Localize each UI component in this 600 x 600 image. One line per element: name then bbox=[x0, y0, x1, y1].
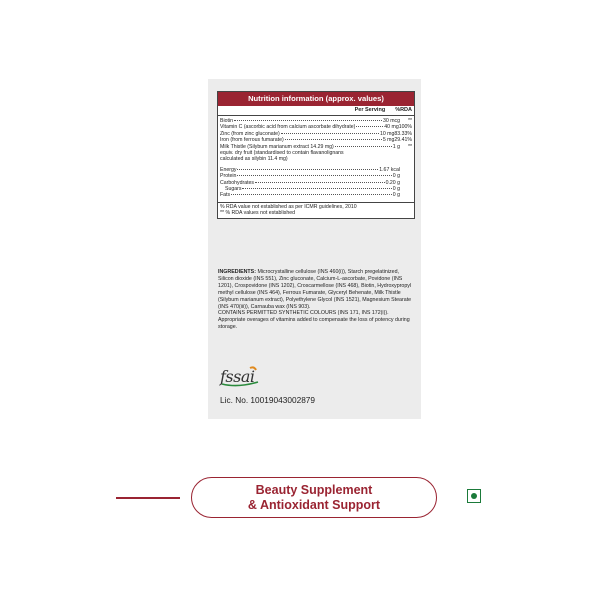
nutrient-value: 1 g bbox=[392, 143, 400, 150]
nutrient-name: Biotin bbox=[220, 118, 233, 124]
nutrient-name: Energy bbox=[220, 166, 237, 173]
nutrient-row-fats bbox=[220, 192, 412, 198]
leader-dots bbox=[231, 194, 392, 195]
tagline-line-1: Beauty Supplement bbox=[255, 482, 373, 497]
col-rda: %RDA bbox=[395, 107, 412, 113]
nutrition-rows bbox=[218, 116, 414, 202]
leader-dots bbox=[234, 120, 382, 121]
nutrient-value: 1.67 kcal bbox=[379, 166, 400, 173]
nutrient-value: 30 mcg bbox=[382, 118, 400, 124]
leader-dots bbox=[335, 146, 392, 147]
footnote-1: % RDA value not established as per ICMR guidelines, 2010 bbox=[220, 203, 357, 210]
nutrient-value: 10 mg bbox=[379, 130, 395, 137]
nutrition-footnotes bbox=[218, 202, 414, 218]
fssai-logo-icon bbox=[220, 365, 260, 387]
nutrition-table-header bbox=[218, 106, 414, 116]
leader-dots bbox=[237, 175, 391, 176]
col-per-serving: Per Serving bbox=[354, 107, 386, 113]
fssai-logo-accent bbox=[220, 365, 260, 387]
nutrient-rda: ** bbox=[407, 143, 412, 150]
leader-dots bbox=[255, 182, 385, 183]
nutrient-name: Protein bbox=[220, 173, 237, 180]
nutrient-value: 0.20 g bbox=[385, 179, 400, 186]
leader-dots bbox=[242, 188, 391, 189]
milk-thistle-note-line-1: equiv. dry fruit (standardised to contain flavanolignans bbox=[220, 150, 344, 157]
nutrient-name: Sugars bbox=[225, 186, 242, 193]
leader-dots bbox=[356, 126, 383, 127]
veg-dot bbox=[471, 493, 477, 499]
nutrient-rda: 29.41% bbox=[394, 137, 412, 144]
nutrient-rda: ** bbox=[407, 118, 412, 124]
product-label-panel bbox=[208, 79, 421, 419]
nutrient-value: 40 mg bbox=[384, 124, 399, 131]
leader-dots bbox=[281, 133, 379, 134]
nutrient-name: Carbohydrates bbox=[220, 179, 255, 186]
nutrient-value: 5 mg bbox=[382, 137, 395, 144]
nutrient-name: Zinc (from zinc gluconate) bbox=[220, 130, 280, 137]
tagline-line-2: & Antioxidant Support bbox=[247, 497, 381, 512]
nutrition-table-title: Nutrition information (approx. values) bbox=[218, 92, 414, 106]
leader-dots bbox=[285, 139, 382, 140]
milk-thistle-note-line-2: calculated as silybin 11.4 mg) bbox=[220, 156, 288, 163]
nutrition-table bbox=[217, 91, 415, 219]
nutrient-rda: 100% bbox=[398, 124, 412, 131]
nutrient-rda: 83.33% bbox=[394, 130, 412, 137]
nutrient-name: Vitamin C (ascorbic acid from calcium ascorbate dihydrate) bbox=[220, 124, 356, 131]
nutrient-value: 0 g bbox=[392, 186, 400, 193]
nutrient-name: Fats bbox=[220, 192, 231, 199]
veg-symbol-icon bbox=[467, 489, 481, 503]
footnote-2: ** % RDA values not established bbox=[220, 210, 295, 217]
license-number: Lic. No. 10019043002879 bbox=[220, 395, 316, 405]
leader-dots bbox=[237, 169, 378, 170]
nutrient-name: Milk Thistle (Silybum marianum extract 14.29 mg) bbox=[220, 143, 334, 150]
fssai-logo-text: fssai bbox=[220, 367, 255, 386]
decorative-line bbox=[116, 497, 180, 499]
ingredients-block bbox=[218, 269, 412, 331]
colours-statement: CONTAINS PERMITTED SYNTHETIC COLOURS (INS 171, INS 172(i)). bbox=[218, 310, 389, 317]
nutrient-value: 0 g bbox=[392, 173, 400, 180]
ingredients-label: INGREDIENTS: bbox=[218, 269, 256, 275]
ingredients-text: Microcrystalline cellulose (INS 460(i)), Starch pregelatinized, Silicon dioxide (INS 551), Zinc gluconate, Calcium-L-ascorbate, Povidone (INS 1201), Crospovidone (INS 1202), Croscarmellose (INS 468), Biotin, Hydroxypropyl methyl cellulose (INS 464), Ferrous Fumarate, Glyceryl Behenate, Milk Thistle (Silybum marianum extract), Polyethylene Glycol (INS 1521), Magnesium Stearate (INS 470(iii)), Carnauba wax (INS 903). bbox=[218, 269, 412, 310]
tagline-badge bbox=[191, 477, 437, 518]
overage-statement: Appropriate overages of vitamins added to compensate the loss of potency during storage. bbox=[218, 317, 410, 331]
nutrient-value: 0 g bbox=[392, 192, 400, 199]
nutrient-name: Iron (from ferrous fumarate) bbox=[220, 137, 284, 144]
